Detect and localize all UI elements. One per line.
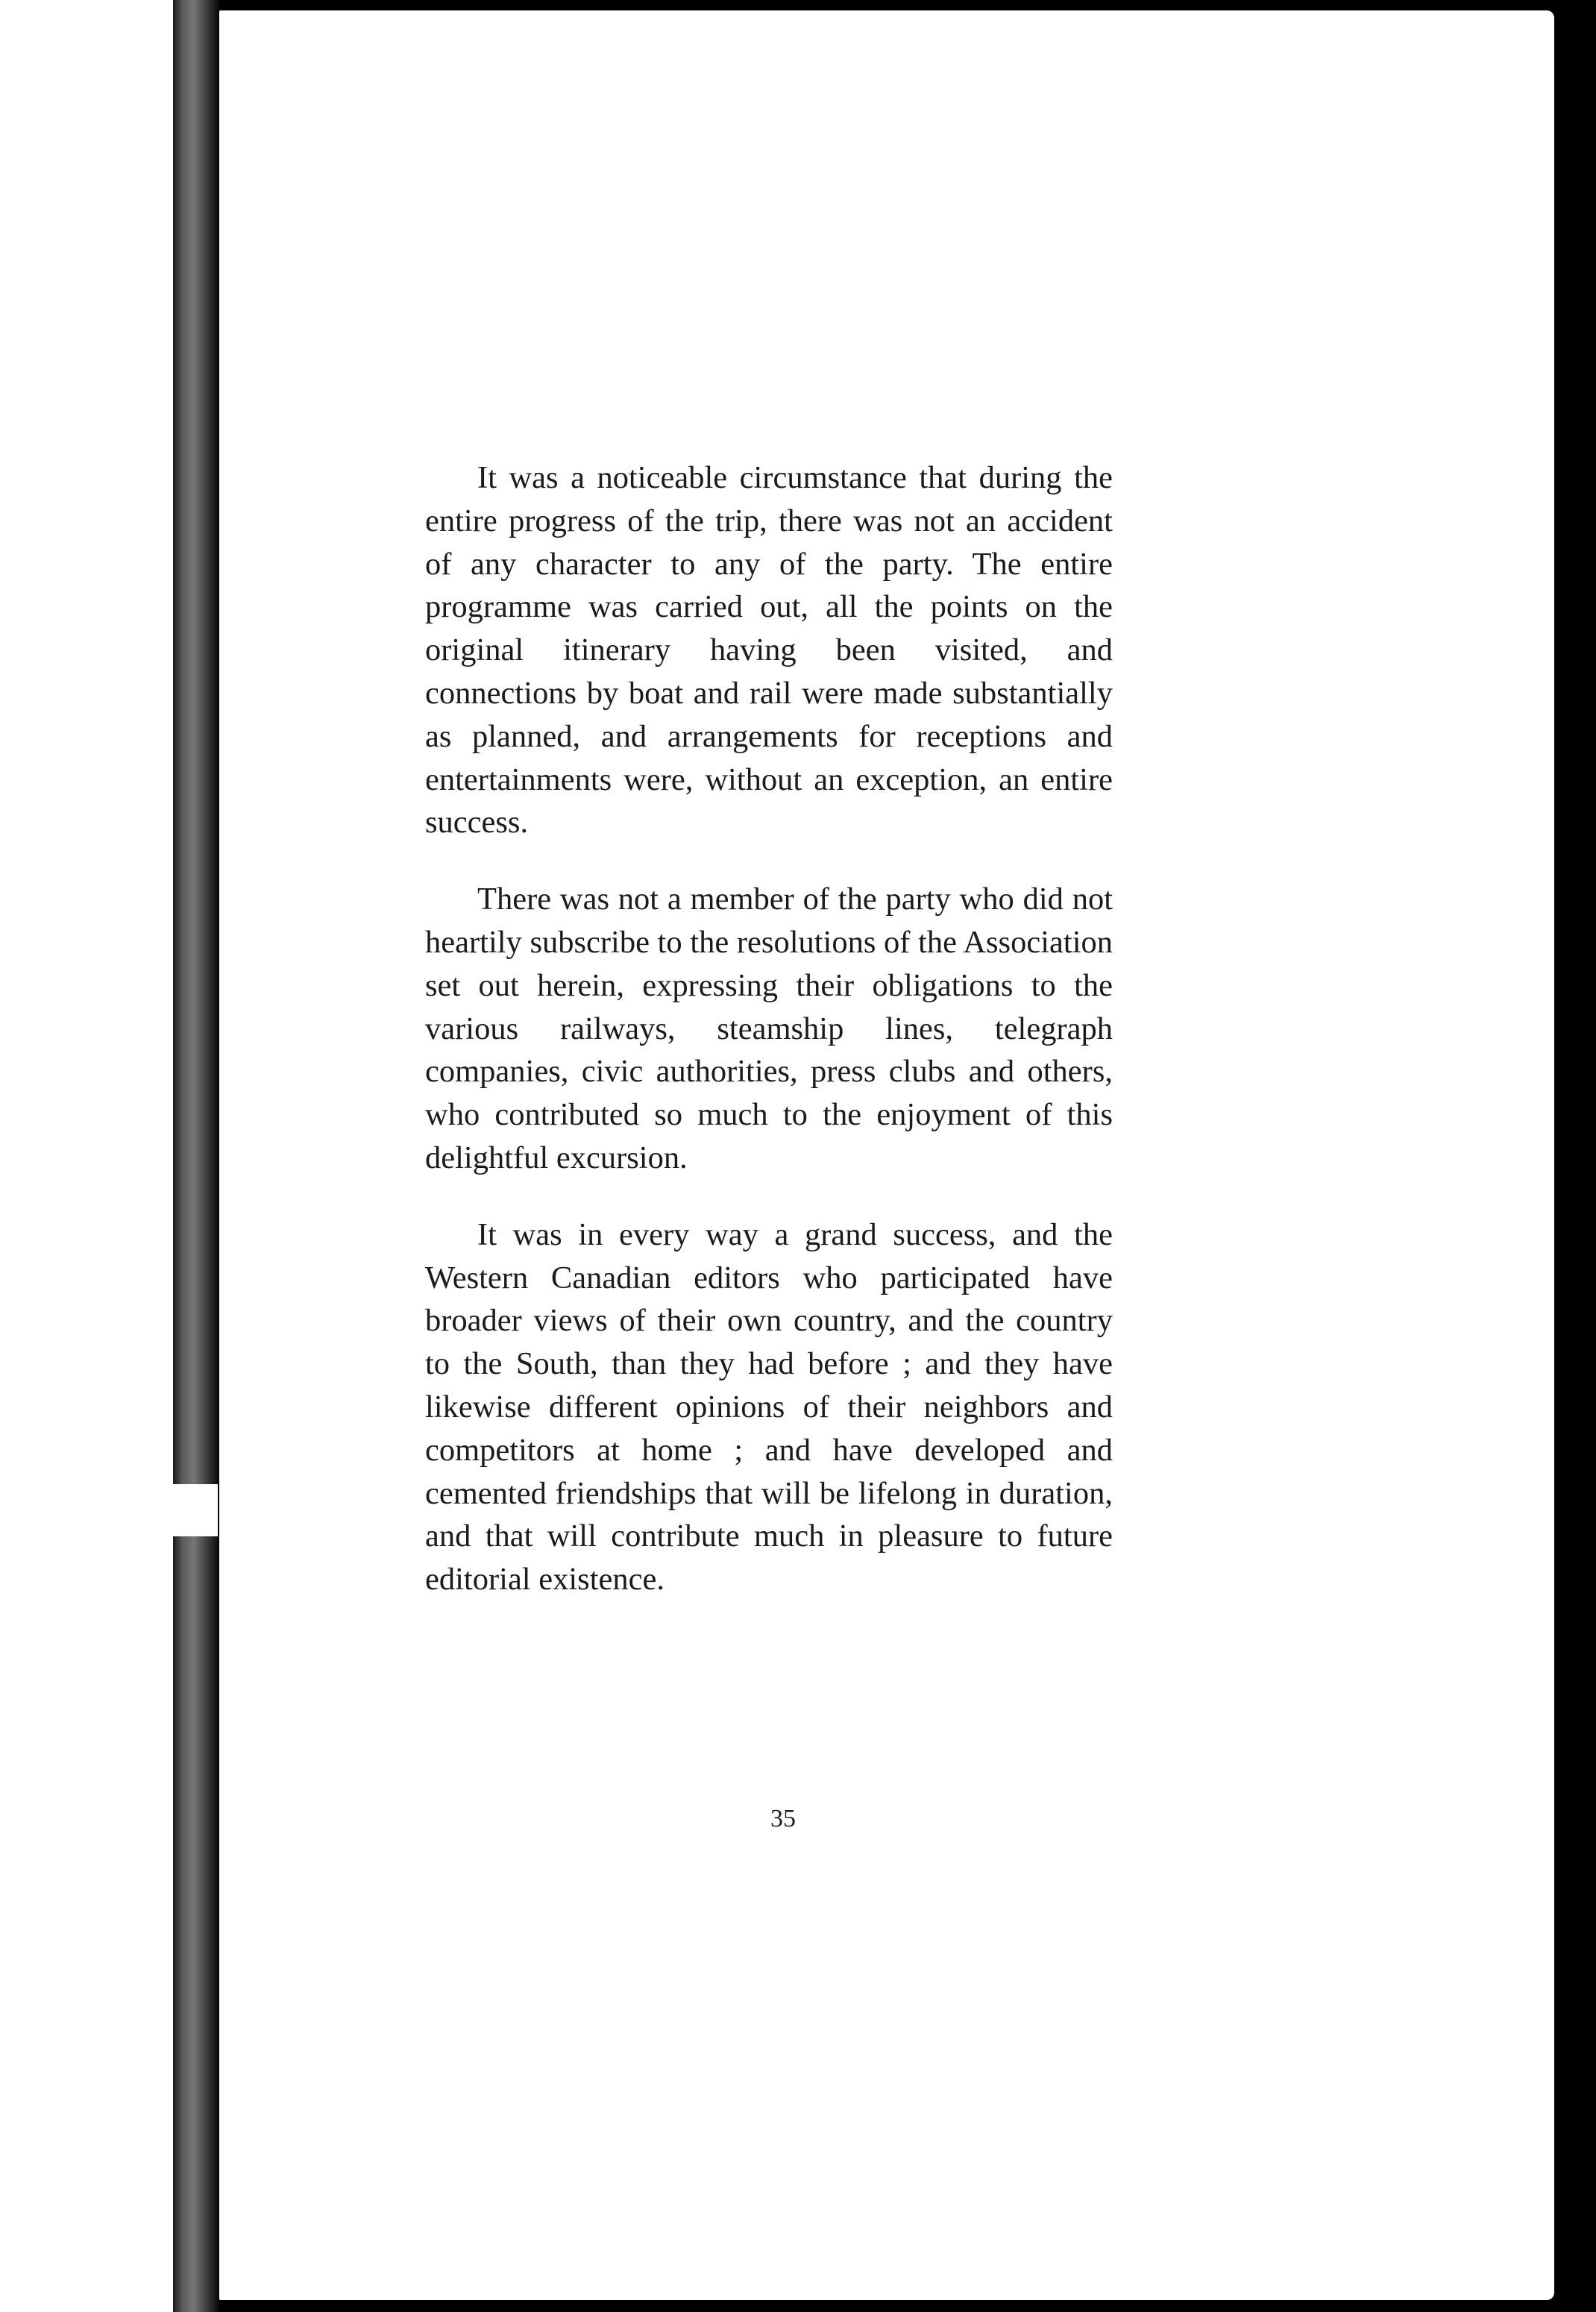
- gutter-paper-notch: [173, 1484, 218, 1536]
- body-text: [425, 456, 1113, 1635]
- page-number: 35: [770, 1805, 796, 1832]
- paragraph-2: There was not a member of the party who did not heartily subscribe to the resolutions of the Association set out herein, expressing their obligations to the various railways, steamship lines, telegraph companies, civic authorities, press clubs and others, who contributed so much to the enjoyment of this delightful excursion.: [425, 882, 1113, 1175]
- book-gutter: [173, 0, 219, 2312]
- facing-page-edge: [0, 0, 173, 2312]
- paragraph-3: It was in every way a grand success, and the Western Canadian editors who participated have broader views of their own country, and the country to the South, than they had before ; and they have likewise different opinions of their neighbors and competitors at home ; and have developed and cemented friendships that will be lifelong in duration, and that will contribute much in pleasure to future editorial existence.: [425, 1216, 1113, 1598]
- paragraph-1: It was a noticeable circumstance that during the entire progress of the trip, there was not an accident of any character to any of the party. The entire programme was carried out, all the points on the original itinerary having been visited, and connections by boat and rail were made substantially as planned, and arrangements for receptions and entertainments were, without an exception, an entire success.: [425, 460, 1113, 841]
